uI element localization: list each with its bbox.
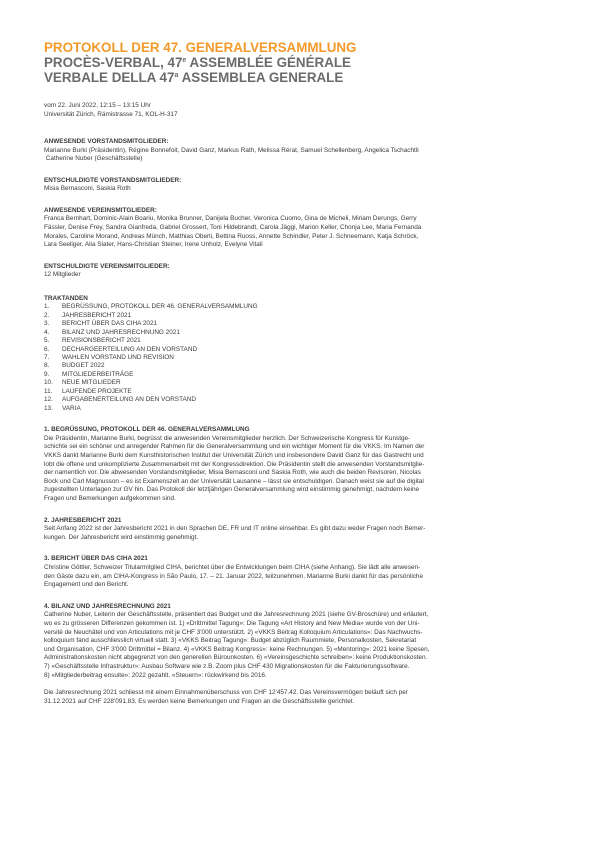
- agenda-item-label: BILANZ UND JAHRESRECHNUNG 2021: [62, 328, 180, 336]
- present-members-line: Morales, Caroline Morand, Andreas Münch, Matthias Oberli, Bettina Ruoss, Annette Schindler, Peter J. Schneemann, Katja Schröck,: [44, 232, 419, 240]
- agenda-section: [44, 295, 554, 413]
- title-french-text: PROCÈS-VERBAL, 47: [44, 55, 183, 70]
- meeting-meta: [44, 101, 554, 119]
- agenda-item-number: 8.: [44, 362, 50, 370]
- agenda-item: [44, 312, 554, 320]
- minutes-text-line: versité de Neuchâtel und von Articulations mit je CHF 3'000 unterstützt. 2) «VKKS Beitrag Kolloquium Articulations»: Das Nachwuchs-: [44, 628, 423, 636]
- agenda-item: [44, 396, 554, 404]
- agenda-item-label: DECHARGEERTEILUNG AN DEN VORSTAND: [62, 345, 198, 353]
- agenda-item-number: 3.: [44, 320, 50, 328]
- agenda-item-number: 13.: [44, 404, 53, 412]
- minutes-section: [44, 426, 554, 504]
- agenda-item: [44, 379, 554, 387]
- minutes-text-line: Die Präsidentin, Marianne Burki, begrüsst die anwesenden Vereinsmitglieder herzlich. Der Schweizerische Kongress für Kunstge-: [44, 434, 411, 442]
- minutes-section-heading: 3. BERICHT ÜBER DAS CIHA 2021: [44, 555, 148, 563]
- minutes-text-line: zugestellten Unterlagen zur GV hin. Das Protokoll der letztjährigen Generalversammlung wird einstimmig genehmigt, nachdem keine: [44, 486, 420, 494]
- minutes-section-heading: 1. BEGRÜSSUNG, PROTOKOLL DER 46. GENERALVERSAMMLUNG: [44, 426, 250, 434]
- present-members-line: Fässler, Denise Frey, Sandra Gianfreda, Gabriel Grossert, Toni Hildebrandt, Carola Jäggi, Marion Keller, Chonja Lee, Maria Fernanda: [44, 224, 422, 231]
- minutes-section: [44, 517, 554, 543]
- agenda-item: [44, 354, 554, 362]
- minutes-text-line: lobt die offene und unkomplizierte Zusammenarbeit mit der Kongressdirektion. Die Präsidentin stellt die anwesenden Vorstandsmitglie-: [44, 460, 425, 468]
- agenda-item-number: 2.: [44, 311, 50, 319]
- present-members-line: Franca Bernhart, Dominic-Alain Boariu, Monika Brunner, Danijela Bucher, Veronica Cuomo, Gina de Micheli, Miriam Derungs, Gerry: [44, 215, 417, 223]
- agenda-item-label: JAHRESBERICHT 2021: [62, 311, 132, 319]
- meeting-place: Universität Zürich, Rämistrasse 71, KOL-H-317: [44, 111, 178, 119]
- agenda-item-number: 9.: [44, 370, 50, 378]
- minutes-text-line: kungen. Der Jahresbericht wird einstimmig genehmigt.: [44, 533, 199, 541]
- agenda-item-number: 7.: [44, 354, 50, 361]
- minutes-text-line: VKKS dankt Marianne Burki dem Kunsthistorischen Institut der Universität Zürich und insbesondere David Ganz für das Gastrecht und: [44, 451, 424, 459]
- minutes-text-line: 31.12.2021 auf CHF 228'091.83. Es werden keine Bemerkungen und Fragen an die Geschäftsstelle gerichtet.: [44, 697, 355, 705]
- agenda-item-number: 4.: [44, 328, 50, 336]
- agenda-item-label: NEUE MITGLIEDER: [62, 379, 121, 387]
- agenda-item-label: MITGLIEDERBEITRÄGE: [62, 370, 134, 378]
- minutes-text-line: der namentlich vor. Die abwesenden Vorstandsmitglieder, Misia Bernasconi und Saskia Roth, wie auch die beiden Revisoren, Nicolas: [44, 469, 421, 477]
- agenda-item: [44, 371, 554, 379]
- agenda-item: [44, 388, 554, 396]
- minutes-text-line: und Organisation, CHF 3'000 Drittmittel = Bilanz. 4) «VKKS Beitrag Kongress»: keine Rechnungen. 5) «Mentoring»: 2021 keine Spesen,: [44, 645, 430, 653]
- title-italian: [44, 70, 554, 85]
- agenda-item-number: 12.: [44, 396, 53, 404]
- agenda-item-label: AUFGABENERTEILUNG AN DEN VORSTAND: [62, 396, 196, 404]
- agenda-item: [44, 320, 554, 328]
- minutes-section: [44, 555, 554, 589]
- title-french-superscript: e: [182, 57, 187, 64]
- excused-board-line: Misia Bernasconi, Saskia Roth: [44, 185, 131, 193]
- excused-board-heading: ENTSCHULDIGTE VORSTANDSMITGLIEDER:: [44, 176, 182, 184]
- minutes-section-heading: 2. JAHRESBERICHT 2021: [44, 516, 122, 524]
- minutes-text-line: Catherine Nuber, Leiterin der Geschäftsstelle, präsentiert das Budget und die Jahresrechnung 2021 (siehe GV-Broschüre) und erläutert,: [44, 611, 429, 619]
- minutes-section: [44, 603, 554, 707]
- agenda-item: [44, 362, 554, 370]
- agenda-item-number: 5.: [44, 337, 50, 345]
- agenda-item: [44, 346, 554, 354]
- present-board-line: Marianne Burki (Präsidentin), Régine Bonnefoit, David Ganz, Markus Rath, Melissa Rérat, Samuel Schellenberg, Angelica Tschachtli: [44, 146, 419, 154]
- meeting-date: vom 22. Juni 2022, 12:15 – 13:15 Uhr: [44, 102, 151, 109]
- minutes-text-line: kolloquium fand ausschliesslich virtuell statt. 3) «VKKS Beitrag Tagung»: Budget abzüglich Raummiete, Personalkosten, Sekretariat: [44, 637, 417, 645]
- minutes-body: [44, 426, 554, 706]
- minutes-text-line: Fragen und Bemerkungen aufgekommen sind.: [44, 495, 176, 503]
- minutes-section-heading: 4. BILANZ UND JAHRESRECHNUNG 2021: [44, 602, 171, 610]
- agenda-item-label: BUDGET 2022: [62, 362, 105, 370]
- present-board-section: [44, 138, 554, 164]
- agenda-item: [44, 329, 554, 337]
- title-block: [44, 40, 554, 85]
- agenda-item-label: BEGRÜSSUNG, PROTOKOLL DER 46. GENERALVERSAMMLUNG: [62, 303, 258, 311]
- title-italian-text-end: ASSEMBLEA GENERALE: [178, 70, 344, 85]
- agenda-item: [44, 405, 554, 413]
- excused-members-line: 12 Mitglieder: [44, 271, 81, 279]
- present-members-section: [44, 207, 554, 250]
- present-members-heading: ANWESENDE VEREINSMITGLIEDER:: [44, 206, 157, 214]
- agenda-heading: TRAKTANDEN: [44, 294, 88, 302]
- title-french-text-end: ASSEMBLÉE GÉNÉRALE: [186, 55, 351, 70]
- agenda-item-number: 1.: [44, 303, 50, 311]
- minutes-text-line: Die Jahresrechnung 2021 schliesst mit einem Einnahmenüberschuss von CHF 12'457.42. Das Vereinsvermögen beläuft sich per: [44, 689, 408, 697]
- present-members-line: Lara Seeliger, Alia Slater, Hans-Christian Steiner, Irene Unholz, Evelyne Vitali: [44, 241, 263, 249]
- agenda-item-number: 6.: [44, 345, 50, 353]
- minutes-text-line: schichte sei ein schöner und anregender Rahmen für die Generalversammlung und ein wichtiger Moment für die VKKS. Im Namen der: [44, 443, 425, 451]
- agenda-item-label: LAUFENDE PROJEKTE: [62, 387, 132, 395]
- minutes-text-line: Christine Göttler, Schweizer Titularmitglied CIHA, berichtet über die Entwicklungen beim CIHA (siehe Anhang). Sie lädt alle anwesen-: [44, 563, 421, 571]
- excused-board-section: [44, 177, 554, 194]
- minutes-text-line: den Gäste dazu ein, am CIHA-Kongress in São Paulo, 17. – 21. Januar 2022, teilzunehmen. Marianne Burki dankt für das persönliche: [44, 572, 424, 580]
- minutes-text-line: wo es zu grösseren Differenzen gekommen ist. 1) «Drittmittel Tagung»: Die Tagung «Art History and New Media» wurde von der Uni-: [44, 619, 420, 627]
- agenda-item-label: VARIA: [62, 404, 81, 412]
- minutes-text-line: Engagement und den Bericht.: [44, 581, 129, 589]
- minutes-text-line: Seit Anfang 2022 ist der Jahresbericht 2021 in den Sprachen DE, FR und IT online einsehbar. Es gibt dazu weder Fragen noch Bemer-: [44, 525, 426, 533]
- title-italian-superscript: a: [174, 72, 179, 79]
- title-german: PROTOKOLL DER 47. GENERALVERSAMMLUNG: [44, 40, 357, 55]
- minutes-text-line: Bock und Carl Magnusson – es ist Examenszeit an der Universität Lausanne – lässt sie entschuldigen. Danach weist sie auf die digital: [44, 477, 424, 485]
- minutes-text-line: 8) «Mitgliederbeitrag ensuite»: 2022 gezahlt. «Steuern»: rückwirkend bis 2016.: [44, 671, 267, 679]
- agenda-list: [44, 303, 554, 413]
- present-board-heading: ANWESENDE VORSTANDSMITGLIEDER:: [44, 138, 169, 146]
- document-page: [44, 40, 554, 707]
- present-board-line: Catherine Nuber (Geschäftsstelle): [44, 155, 143, 163]
- agenda-item: [44, 303, 554, 311]
- agenda-item-label: REVISIONSBERICHT 2021: [62, 337, 141, 345]
- agenda-item-label: WAHLEN VORSTAND UND REVISION: [62, 354, 174, 361]
- agenda-item-number: 11.: [44, 387, 53, 395]
- excused-members-heading: ENTSCHULDIGTE VEREINSMITGLIEDER:: [44, 262, 170, 270]
- excused-members-section: [44, 263, 554, 280]
- title-french: [44, 55, 554, 70]
- minutes-text-line: 7) «Geschäftsstelle Infrastruktur»: Ausbau Software wie z.B. Zoom plus CHF 430 Migrationskosten für die Fakturierungssoftware.: [44, 663, 410, 671]
- agenda-item-number: 10.: [44, 379, 53, 387]
- agenda-item-label: BERICHT ÜBER DAS CIHA 2021: [62, 320, 158, 328]
- agenda-item: [44, 337, 554, 345]
- minutes-text-line: Administrationskosten nicht abgegrenzt von den generellen Bürounkosten. 6) «Vereinsgeschichte schreiben»: keine Produktionskosten.: [44, 654, 428, 662]
- title-italian-text: VERBALE DELLA 47: [44, 70, 175, 85]
